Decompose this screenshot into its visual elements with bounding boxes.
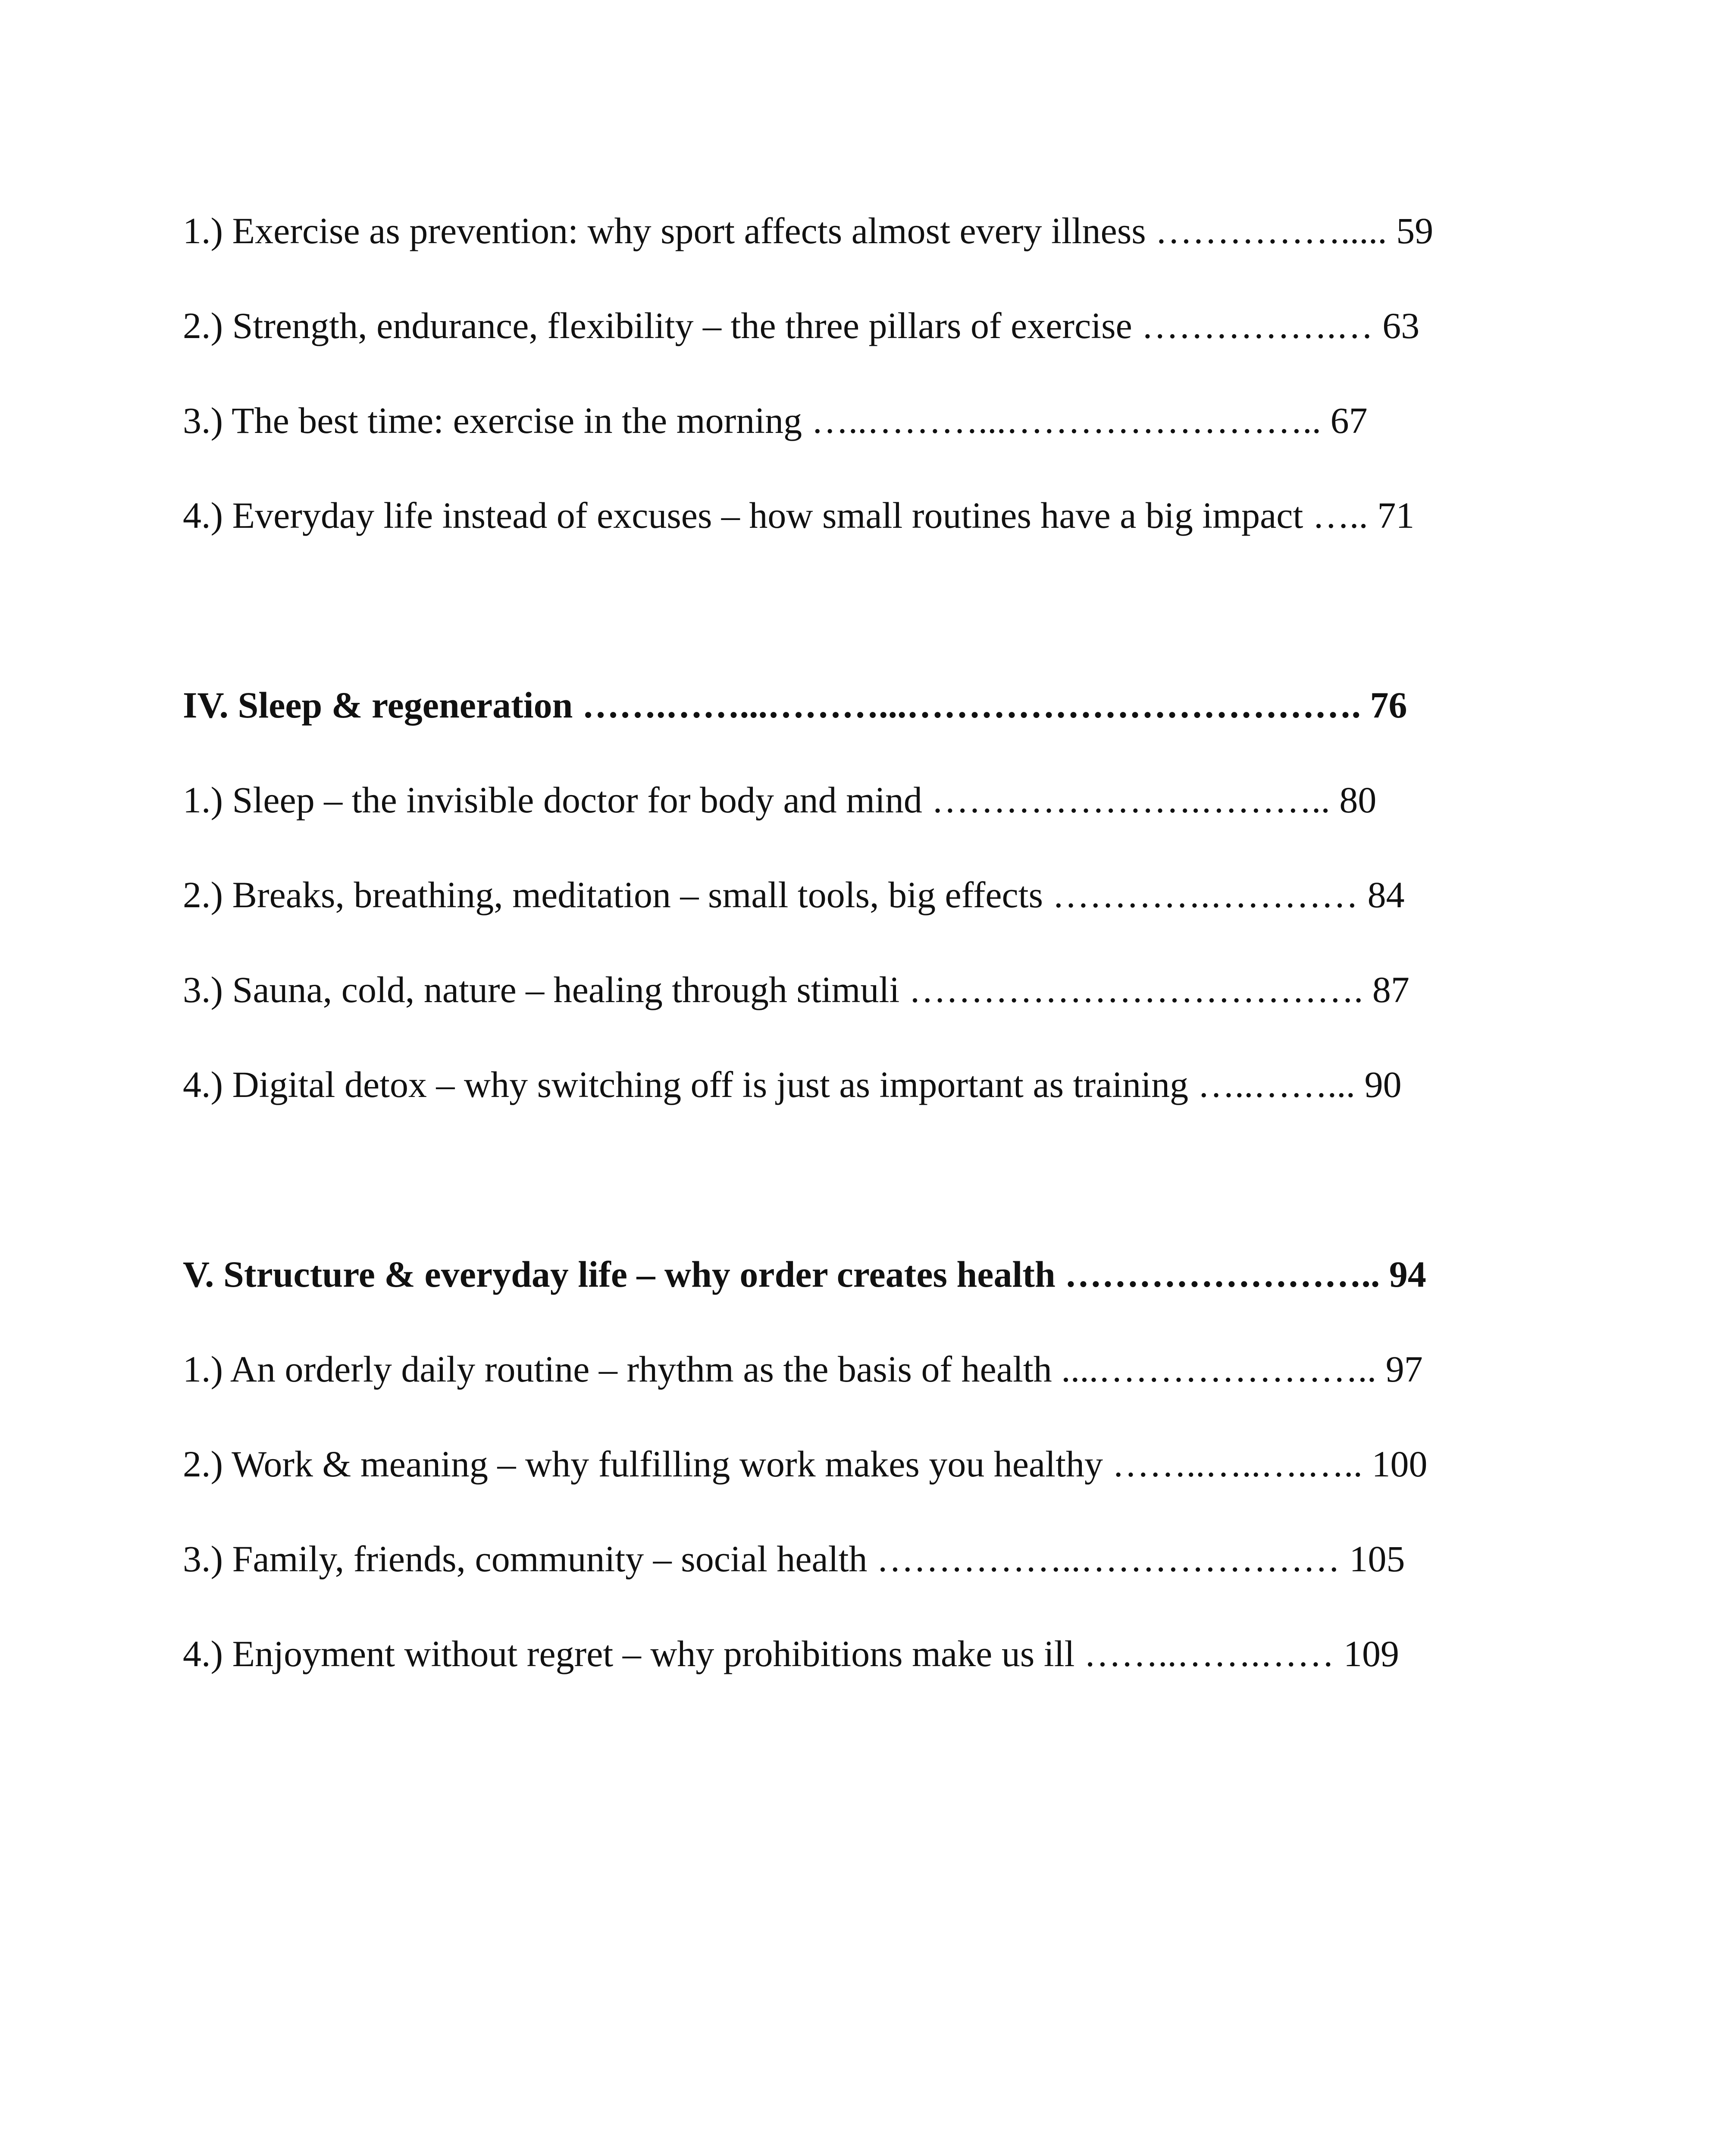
toc-entry-page-number: 90	[1364, 1064, 1402, 1105]
toc-entry-page-number: 87	[1372, 969, 1409, 1010]
toc-entry-page-number: 109	[1344, 1633, 1399, 1674]
toc-entry-page-number: 105	[1349, 1538, 1405, 1579]
toc-entry-leader-dots: …..……...	[1197, 1064, 1356, 1105]
toc-entry-title: 1.) Sleep – the invisible doctor for body and mind	[183, 779, 932, 821]
toc-entry-page-number: 84	[1367, 874, 1405, 915]
toc-entry-title: 3.) Family, friends, community – social health	[183, 1538, 877, 1579]
toc-entry-leader-dots: ……………..…………………	[877, 1538, 1340, 1579]
toc-entry	[183, 1056, 1528, 1151]
toc-entry-leader-dots: …………….....	[1155, 210, 1387, 251]
toc-section-exercise	[183, 203, 1528, 582]
toc-entry-title: 2.) Breaks, breathing, meditation – small tools, big effects	[183, 874, 1052, 915]
toc-chapter-heading	[183, 677, 1528, 772]
toc-entry-leader-dots: …………….…	[1141, 305, 1373, 346]
toc-entry	[183, 772, 1528, 867]
toc-section-sleep	[183, 677, 1528, 1151]
toc-entry-page-number: 71	[1377, 495, 1415, 536]
toc-entry-leader-dots: ……..…….……	[1084, 1633, 1334, 1674]
toc-entry-title: 3.) The best time: exercise in the morning	[183, 400, 811, 441]
toc-entry-page-number: 80	[1339, 779, 1377, 821]
toc-entry-leader-dots: ………….…………	[1052, 874, 1359, 915]
toc-entry-page-number: 59	[1396, 210, 1434, 251]
toc-entry-title: 1.) Exercise as prevention: why sport affects almost every illness	[183, 210, 1156, 251]
toc-entry-title: 4.) Everyday life instead of excuses – how small routines have a big impact	[183, 495, 1312, 536]
toc-entry-title: V. Structure & everyday life – why order creates health	[183, 1253, 1065, 1295]
toc-entry-leader-dots: ....…………………..	[1061, 1348, 1377, 1390]
toc-entry	[183, 1626, 1528, 1720]
toc-entry	[183, 1341, 1528, 1436]
toc-entry-leader-dots: ……..…..….…..	[1112, 1443, 1362, 1485]
toc-entry-page-number: 94	[1389, 1253, 1426, 1295]
toc-entry	[183, 962, 1528, 1056]
toc-entry-title: 2.) Strength, endurance, flexibility – the three pillars of exercise	[183, 305, 1142, 346]
toc-entry	[183, 487, 1528, 582]
toc-section-structure	[183, 1246, 1528, 1720]
toc-entry	[183, 392, 1528, 487]
toc-entry-leader-dots: ……………………..	[1065, 1253, 1380, 1295]
toc-entry-page-number: 97	[1385, 1348, 1423, 1390]
table-of-contents	[183, 203, 1528, 1720]
toc-entry	[183, 1531, 1528, 1626]
toc-entry-title: 3.) Sauna, cold, nature – healing through stimuli	[183, 969, 909, 1010]
toc-entry-title: 2.) Work & meaning – why fulfilling work makes you healthy	[183, 1443, 1112, 1485]
toc-entry	[183, 298, 1528, 392]
toc-entry-leader-dots: ………………….………..	[931, 779, 1330, 821]
toc-entry-page-number: 76	[1370, 684, 1407, 726]
toc-entry-page-number: 67	[1330, 400, 1368, 441]
toc-entry-page-number: 63	[1382, 305, 1420, 346]
toc-entry-leader-dots: ……………………………….	[908, 969, 1363, 1010]
toc-entry-title: 1.) An orderly daily routine – rhythm as the basis of health	[183, 1348, 1062, 1390]
toc-entry-title: 4.) Enjoyment without regret – why prohibitions make us ill	[183, 1633, 1084, 1674]
toc-entry-leader-dots: …..………...……………………..	[811, 400, 1322, 441]
toc-entry	[183, 867, 1528, 962]
toc-entry-title: 4.) Digital detox – why switching off is just as important as training	[183, 1064, 1198, 1105]
toc-entry-page-number: 100	[1372, 1443, 1428, 1485]
toc-chapter-heading	[183, 1246, 1528, 1341]
toc-entry	[183, 203, 1528, 298]
toc-entry-leader-dots: …….……...………...……………………………….	[582, 684, 1361, 726]
toc-entry-title: IV. Sleep & regeneration	[183, 684, 583, 726]
toc-entry	[183, 1436, 1528, 1531]
toc-entry-leader-dots: …..	[1312, 495, 1368, 536]
